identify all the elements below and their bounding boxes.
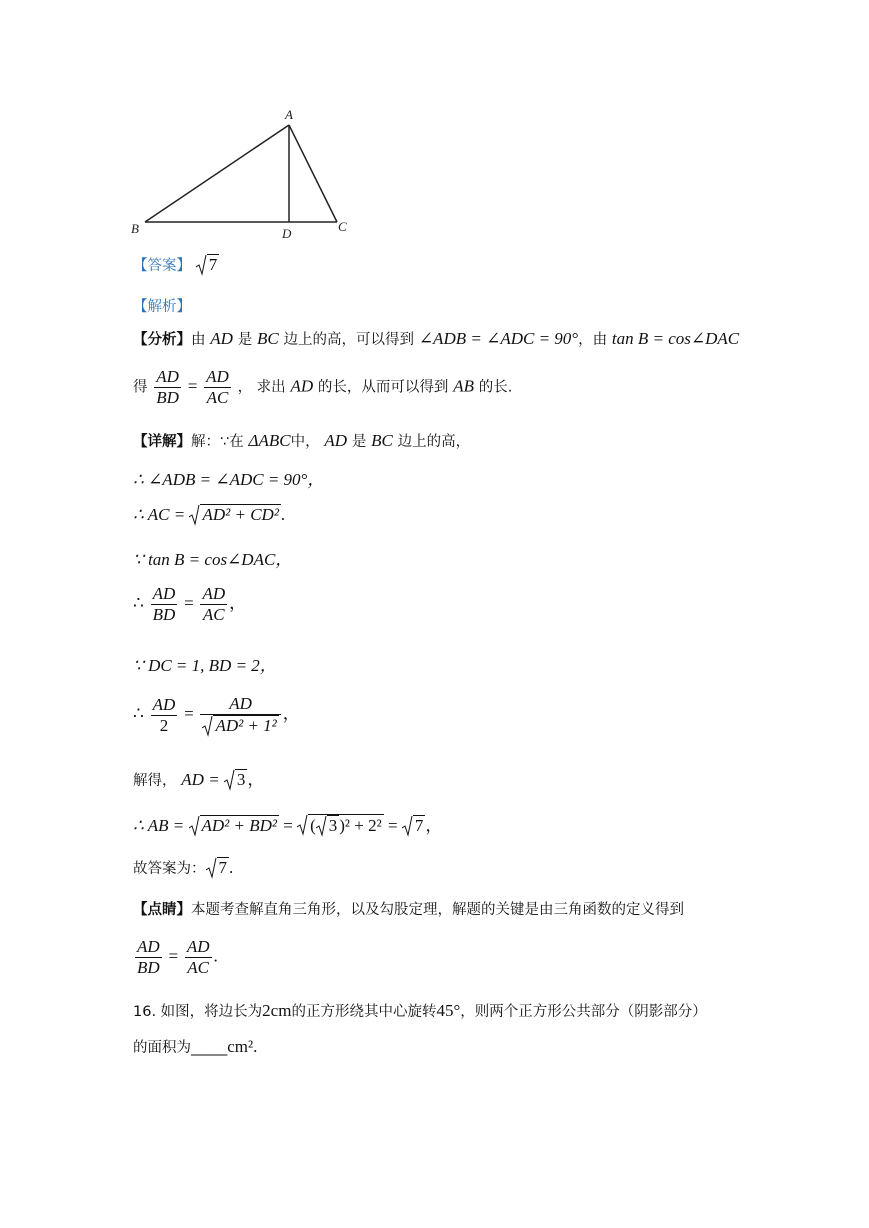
fraction: $\frac{AD}{AC}$ <box>186 937 210 977</box>
detail-line4: ∵ tan B = cos∠DAC， <box>133 550 293 569</box>
side-ac <box>289 125 337 222</box>
detail-tag: 【详解】 <box>133 434 191 450</box>
detail-line6: ∵ DC = 1, BD = 2， <box>133 656 277 675</box>
detail-line10: 故答案为： 7 . <box>133 858 234 877</box>
label-d: D <box>282 226 292 241</box>
detail-line2: ∴ ∠ADB = ∠ADC = 90°， <box>133 470 325 489</box>
label-c: C <box>338 219 347 234</box>
answer-line <box>133 254 219 275</box>
fraction: $\frac{AD}{BD}$ <box>137 937 160 977</box>
fraction: $\frac{AD}{BD}$ <box>152 584 176 624</box>
fraction: $\frac{AD}{BD}$ <box>156 367 179 407</box>
detail-line1: 【详解】解：∵在 ΔABC中， AD 是 BC 边上的高， <box>133 431 471 450</box>
fraction: $\frac{AD}{2}$ <box>152 694 176 735</box>
detail-line3: ∴ AC = AD² + CD² . <box>133 505 286 524</box>
answer-sqrt: 7 <box>196 254 220 275</box>
dianjing-line2: $\frac{AD}{BD}$ = $\frac{AD}{AC}$ . <box>137 937 218 977</box>
dianjing-line1: 【点睛】本题考查解直角三角形，以及勾股定理，解题的关键是由三角函数的定义得到 <box>133 902 684 918</box>
fraction: $\frac{AD}{\text{AD² + 1²}}$ <box>200 694 280 736</box>
fraction: $\frac{AD}{AC}$ <box>202 584 226 624</box>
detail-line8: 解得， AD = 3 ， <box>133 770 265 789</box>
fenxi-line1: 【分析】由 AD 是 BC 边上的高，可以得到 ∠ADB = ∠ADC = 90°，由 tan B = cos∠DAC <box>133 329 740 348</box>
q16-line2: 的面积为_____cm². <box>133 1037 258 1056</box>
triangle-figure <box>125 105 365 245</box>
fenxi-line2: 得 $\frac{AD}{BD}$ = $\frac{AD}{AC}$ ， 求出 AD 的长，从而可以得到 AB 的长. <box>133 367 513 407</box>
fenxi-tag: 【分析】 <box>133 332 191 348</box>
detail-line5: ∴ $\frac{AD}{BD}$ = $\frac{AD}{AC}$ ， <box>133 584 247 624</box>
label-b: B <box>131 221 139 236</box>
side-ab <box>145 125 289 222</box>
answer-tag: 【答案】 <box>133 258 191 274</box>
detail-line7: ∴ $\frac{AD}{2}$ = $\frac{AD}{\text{AD² + 1²}}$ ， <box>133 694 300 735</box>
q16-line1: 16. 如图，将边长为2cm的正方形绕其中心旋转45°，则两个正方形公共部分（阴影部分） <box>133 1001 707 1020</box>
fraction: $\frac{AD}{AC}$ <box>206 367 229 407</box>
dianjing-tag: 【点睛】 <box>133 902 191 918</box>
label-a: A <box>285 107 293 122</box>
detail-line9: ∴ AB = AD² + BD² = ( 3 )² + 2² = 7 ， <box>133 816 443 835</box>
analysis-tag: 【解析】 <box>133 299 191 315</box>
